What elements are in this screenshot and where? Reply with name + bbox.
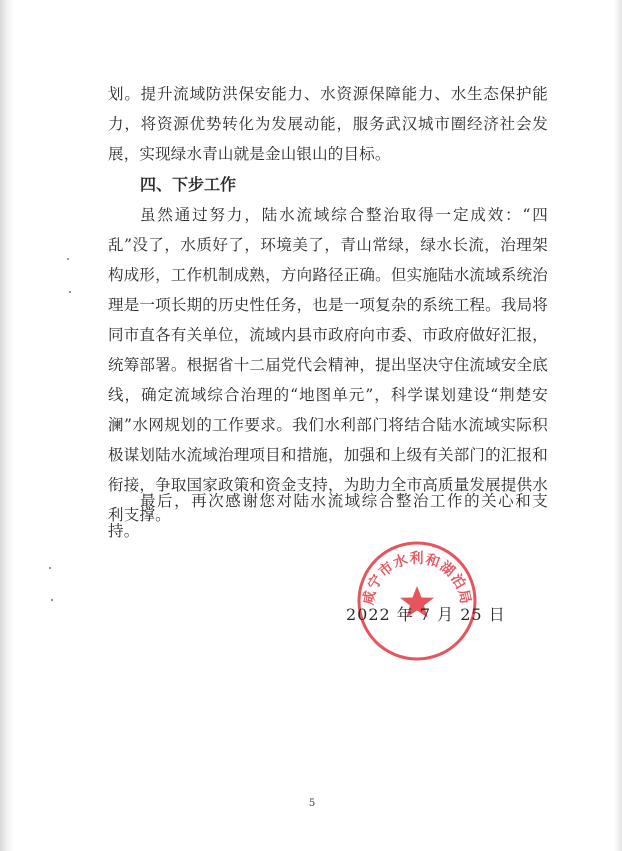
scan-speck [49, 567, 51, 569]
section-heading: 四、下步工作 [140, 175, 237, 194]
scan-speck [67, 258, 69, 260]
scan-speck [51, 599, 53, 601]
next-steps-paragraph: 虽然通过努力，陆水流域综合整治取得一定成效：“四乱”没了，水质好了，环境美了，青山常绿，绿水长流，治理架构成形，工作机制成熟，方向路径正确。但实施陆水流域系统治理是一项长期的历史性任务，也是一项复杂的系统工程。我局将同市直各有关单位，流域内县市政府向市委、市政府做好汇报，统筹部署。根据省十二届党代会精神，提出坚决守住流域安全底线，确定流域综合治理的“地图单元”，科学谋划建设“荆楚安澜”水网规划的工作要求。我们水利部门将结合陆水流域实际积极谋划陆水流域治理项目和措施，加强和上级有关部门的汇报和衔接，争取国家政策和资金支持，为助力全市高质量发展提供水利支撑。 [108, 206, 548, 524]
page-right-edge [614, 0, 622, 851]
signature-date: 2022 年 7 月 25 日 [346, 605, 506, 624]
closing-paragraph: 最后，再次感谢您对陆水流域综合整治工作的关心和支持。 [108, 492, 548, 540]
seal-text: 咸宁市水利和湖泊局 [360, 550, 474, 607]
page-number: 5 [308, 798, 316, 809]
scan-speck [69, 291, 71, 293]
continued-paragraph: 划。提升流域防洪保安能力、水资源保障能力、水生态保护能力，将资源优势转化为发展动能，服务武汉城市圈经济社会发展，实现绿水青山就是金山银山的目标。 [108, 85, 548, 163]
page-left-edge [0, 0, 14, 851]
